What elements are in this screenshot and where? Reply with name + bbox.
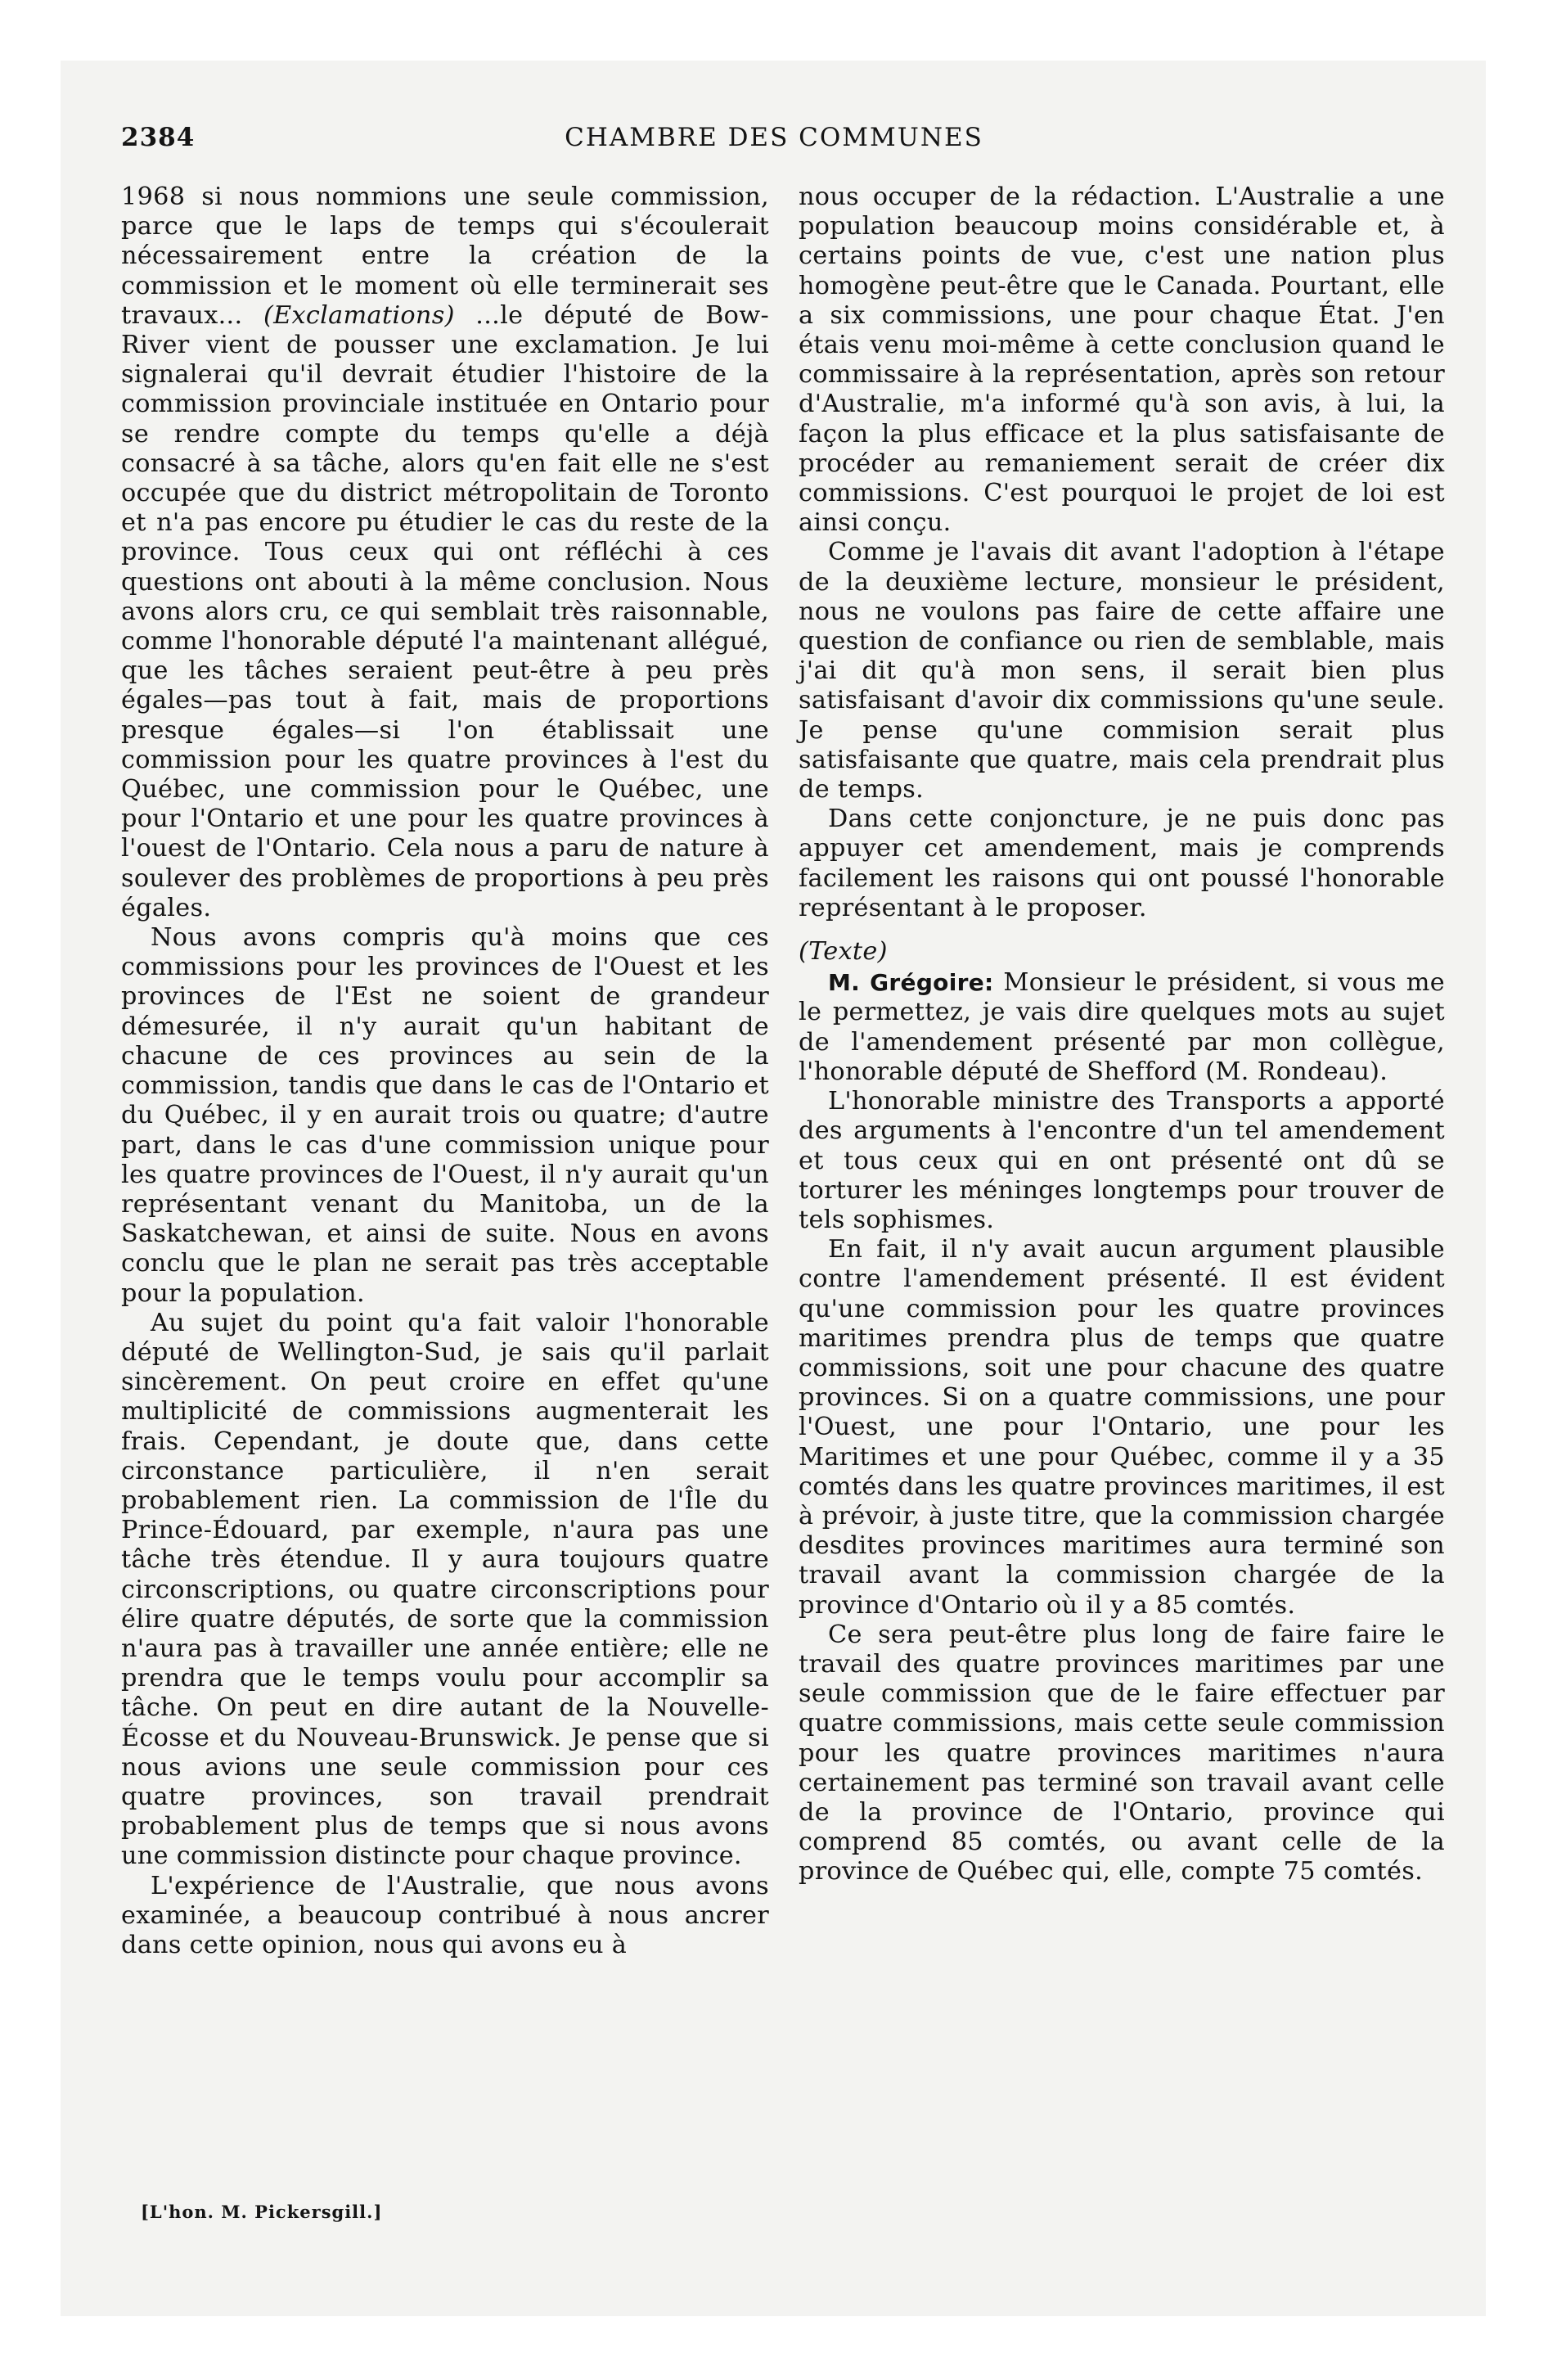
paragraph <box>121 183 769 923</box>
paragraph: Nous avons compris qu'à moins que ces commissions pour les provinces de l'Ouest et les provinces de l'Est ne soient de grandeur démesurée, il n'y aurait qu'un habitant de chacune de ces provinces au sein de la commission, tandis que dans le cas de l'Ontario et du Québec, il y en aurait trois ou quatre; d'autre part, dans le cas d'une commission unique pour les quatre provinces de l'Ouest, il n'y aurait qu'un représentant venant du Manitoba, un de la Saskatchewan, et ainsi de suite. Nous en avons conclu que le plan ne serait pas très acceptable pour la population. <box>121 923 769 1308</box>
paragraph: L'expérience de l'Australie, que nous avons examinée, a beaucoup contribué à nous ancrer dans cette opinion, nous qui avons eu à <box>121 1871 769 1959</box>
exclamations-italic: (Exclamations) <box>263 300 455 330</box>
texte-heading: (Texte) <box>799 937 888 967</box>
paragraph-text: Monsieur le président, si vous me le permettez, je vais dire quelques mots au sujet de l'amendement présenté par mon collègue, l'honorable député de Shefford (M. Rondeau). <box>799 968 1445 1086</box>
paragraph: Ce sera peut-être plus long de faire faire le travail des quatre provinces maritimes par une seule commission que de le faire effectuer par quatre commissions, mais cette seule commission pour les quatre provinces maritimes n'aura certainement pas terminé son travail avant celle de la province de l'Ontario, province qui comprend 85 comtés, ou avant celle de la province de Québec qui, elle, compte 75 comtés. <box>799 1620 1445 1886</box>
paragraph: En fait, il n'y avait aucun argument plausible contre l'amendement présenté. Il est évident qu'une commission pour les quatre provinces maritimes prendra plus de temps que quatre commissions, soit une pour chacune des quatre provinces. Si on a quatre commissions, une pour l'Ouest, une pour l'Ontario, une pour les Maritimes et une pour Québec, comme il y a 35 comtés dans les quatre provinces maritimes, il est à prévoir, à juste titre, que la commission chargée desdites provinces maritimes aura terminé son travail avant la commission chargée de la province d'Ontario où il y a 85 comtés. <box>799 1235 1445 1620</box>
paragraph: Au sujet du point qu'a fait valoir l'honorable député de Wellington-Sud, je sais qu'il parlait sincèrement. On peut croire en effet qu'une multiplicité de commissions augmenterait les frais. Cependant, je doute que, dans cette circonstance particulière, il n'en serait probablement rien. La commission de l'Île du Prince-Édouard, par exemple, n'aura pas une tâche très étendue. Il y aura toujours quatre circonscriptions, ou quatre circonscriptions pour élire quatre députés, de sorte que la commission n'aura pas à travailler une année entière; elle ne prendra que le temps voulu pour accomplir sa tâche. On peut en dire autant de la Nouvelle-Écosse et du Nouveau-Brunswick. Je pense que si nous avions une seule commission pour ces quatre provinces, son travail prendrait probablement plus de temps que si nous avons une commission distincte pour chaque province. <box>121 1308 769 1871</box>
running-title: CHAMBRE DES COMMUNES <box>565 123 983 152</box>
paragraph: Comme je l'avais dit avant l'adoption à l'étape de la deuxième lecture, monsieur le président, nous ne voulons pas faire de cette affaire une question de confiance ou rien de semblable, mais j'ai dit qu'à mon sens, il serait bien plus satisfaisant d'avoir dix commissions qu'une seule. Je pense qu'une commision serait plus satisfaisante que quatre, mais cela prendrait plus de temps. <box>799 538 1445 805</box>
paragraph: L'honorable ministre des Transports a apporté des arguments à l'encontre d'un tel amendement et tous ceux qui en ont présenté ont dû se torturer les méninges longtemps pour trouver de tels sophismes. <box>799 1087 1445 1234</box>
left-column <box>121 183 769 1960</box>
paragraph: Dans cette conjoncture, je ne puis donc pas appuyer cet amendement, mais je comprends facilement les raisons qui ont poussé l'honorable représentant à le proposer. <box>799 805 1445 922</box>
page-number: 2384 <box>121 123 196 152</box>
paragraph-text: ...le député de Bow-River vient de pousser une exclamation. Je lui signalerai qu'il devrait étudier l'histoire de la commission provinciale instituée en Ontario pour se rendre compte du temps qu'elle a déjà consacré à sa tâche, alors qu'en fait elle ne s'est occupée que du district métropolitain de Toronto et n'a pas encore pu étudier le cas du reste de la province. Tous ceux qui ont réfléchi à ces questions ont abouti à la même conclusion. Nous avons alors cru, ce qui semblait très raisonnable, comme l'honorable député l'a maintenant allégué, que les tâches seraient peut-être à peu près égales—pas tout à fait, mais de proportions presque égales—si l'on établissait une commission pour les quatre provinces à l'est du Québec, une commission pour le Québec, une pour l'Ontario et une pour les quatre provinces à l'ouest de l'Ontario. Cela nous a paru de nature à soulever des problèmes de proportions à peu près égales. <box>121 300 769 922</box>
paragraph <box>799 968 1445 1087</box>
paragraph: nous occuper de la rédaction. L'Australie a une population beaucoup moins considérable et, à certains points de vue, c'est une nation plus homogène peut-être que le Canada. Pourtant, elle a six commissions, une pour chaque État. J'en étais venu moi-même à cette conclusion quand le commissaire à la représentation, après son retour d'Australie, m'a informé qu'à son avis, à lui, la façon la plus efficace et la plus satisfaisante de procéder au remaniement serait de créer dix commissions. C'est pourquoi le projet de loi est ainsi conçu. <box>799 183 1445 538</box>
right-column <box>799 183 1445 1887</box>
page-header <box>121 123 1427 156</box>
speaker-footer-note: [L'hon. M. Pickersgill.] <box>141 2202 383 2222</box>
speaker-name: M. Grégoire: <box>828 969 994 997</box>
paragraph-text: 1968 si nous nommions une seule commission, parce que le laps de temps qui s'écoulerait nécessairement entre la création de la commission et le moment où elle terminerait ses travaux... <box>121 183 769 330</box>
